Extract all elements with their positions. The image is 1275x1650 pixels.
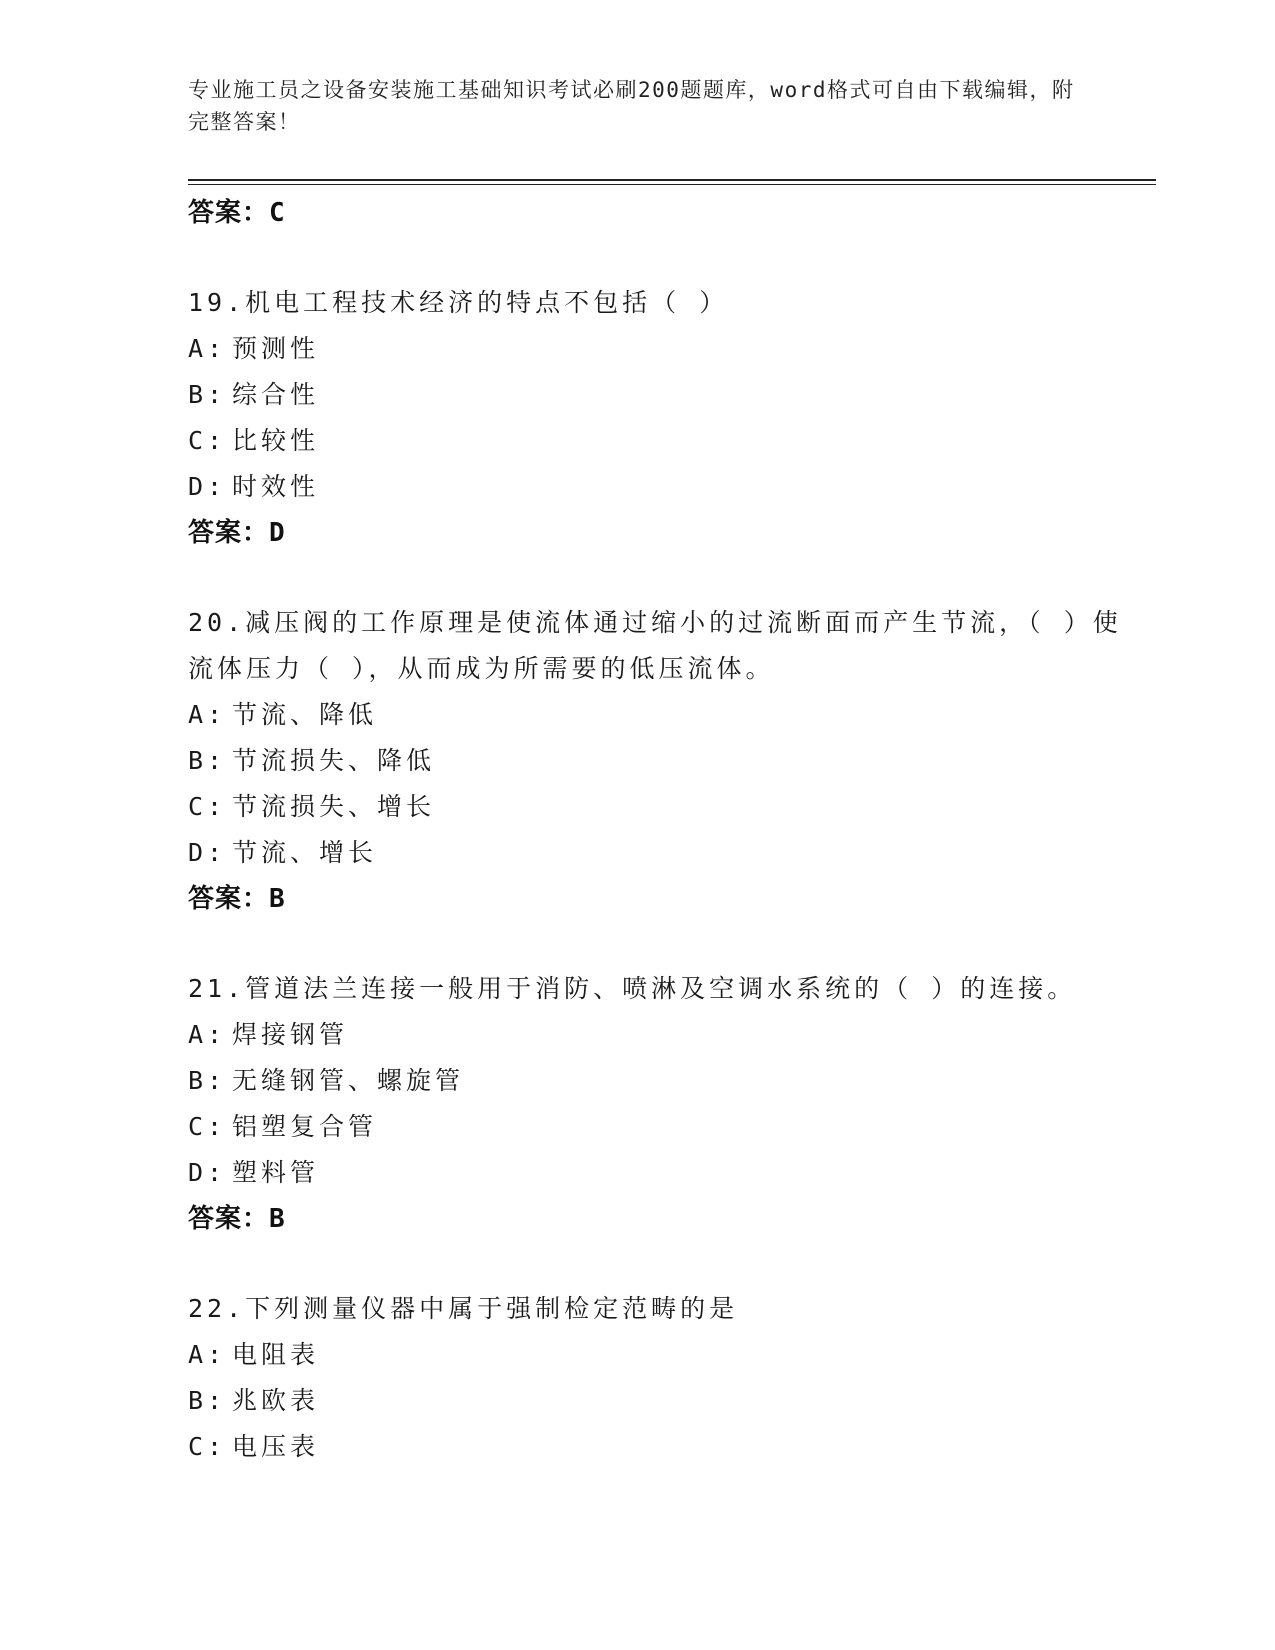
header-divider-thin	[188, 184, 1156, 185]
answer-line	[188, 1196, 1148, 1242]
question-stem: 减压阀的工作原理是使流体通过缩小的过流断面而产生节流，（ ）使流体压力（ ），从而成为所需要的低压流体。	[188, 608, 1122, 683]
answer-label: 答案：	[188, 884, 270, 914]
question-text	[188, 966, 1148, 1012]
option-letter: C:	[188, 792, 227, 821]
option-b	[188, 738, 1148, 784]
option-text: 时效性	[232, 472, 320, 501]
question-stem: 管道法兰连接一般用于消防、喷淋及空调水系统的（ ）的连接。	[245, 974, 1077, 1003]
option-text: 节流、降低	[232, 700, 378, 729]
option-letter: A:	[188, 334, 227, 363]
option-text: 电阻表	[232, 1340, 320, 1369]
header-divider-thick	[188, 179, 1156, 181]
option-letter: D:	[188, 838, 227, 867]
question-number: 20.	[188, 608, 246, 637]
option-letter: A:	[188, 1020, 227, 1049]
option-d	[188, 1150, 1148, 1196]
option-text: 塑料管	[232, 1158, 320, 1187]
answer-label: 答案：	[188, 198, 270, 228]
option-d	[188, 464, 1148, 510]
question-number: 21.	[188, 974, 246, 1003]
answer-label: 答案：	[188, 1204, 270, 1234]
option-text: 兆欧表	[232, 1386, 320, 1415]
option-a	[188, 1332, 1148, 1378]
option-text: 综合性	[232, 380, 320, 409]
option-letter: B:	[188, 746, 227, 775]
answer-value: D	[269, 518, 286, 548]
option-letter: C:	[188, 1112, 227, 1141]
answer-value: B	[269, 1204, 286, 1234]
option-letter: C:	[188, 1432, 227, 1461]
option-a	[188, 1012, 1148, 1058]
question-number: 19.	[188, 288, 246, 317]
option-letter: A:	[188, 700, 227, 729]
question-stem: 下列测量仪器中属于强制检定范畴的是	[245, 1294, 739, 1323]
option-text: 预测性	[232, 334, 320, 363]
question-text	[188, 1286, 1148, 1332]
option-b	[188, 1378, 1148, 1424]
answer-line	[188, 876, 1148, 922]
option-a	[188, 692, 1148, 738]
option-b	[188, 1058, 1148, 1104]
option-letter: D:	[188, 472, 227, 501]
option-text: 无缝钢管、螺旋管	[232, 1066, 465, 1095]
answer-line	[188, 510, 1148, 556]
option-c	[188, 1104, 1148, 1150]
option-letter: B:	[188, 1386, 227, 1415]
option-letter: D:	[188, 1158, 227, 1187]
option-text: 焊接钢管	[232, 1020, 349, 1049]
option-c	[188, 1424, 1148, 1470]
option-text: 铝塑复合管	[232, 1112, 378, 1141]
question-list	[188, 190, 1148, 1514]
option-letter: B:	[188, 380, 227, 409]
question-22	[188, 1286, 1148, 1470]
option-c	[188, 418, 1148, 464]
answer-value: B	[269, 884, 286, 914]
question-number: 22.	[188, 1294, 246, 1323]
answer-line	[188, 190, 1148, 236]
option-text: 比较性	[232, 426, 320, 455]
question-19	[188, 280, 1148, 556]
option-c	[188, 784, 1148, 830]
option-text: 节流损失、降低	[232, 746, 436, 775]
option-b	[188, 372, 1148, 418]
answer-label: 答案：	[188, 518, 270, 548]
question-20	[188, 600, 1148, 922]
option-letter: A:	[188, 1340, 227, 1369]
document-header: 专业施工员之设备安装施工基础知识考试必刷200题题库，word格式可自由下载编辑，附完整答案！	[188, 78, 1075, 134]
option-letter: C:	[188, 426, 227, 455]
option-text: 节流、增长	[232, 838, 378, 867]
option-a	[188, 326, 1148, 372]
question-text	[188, 600, 1148, 692]
question-stem: 机电工程技术经济的特点不包括（ ）	[245, 288, 729, 317]
question-text	[188, 280, 1148, 326]
option-text: 电压表	[232, 1432, 320, 1461]
answer-value: C	[269, 198, 286, 228]
option-letter: B:	[188, 1066, 227, 1095]
option-d	[188, 830, 1148, 876]
option-text: 节流损失、增长	[232, 792, 436, 821]
question-21	[188, 966, 1148, 1242]
